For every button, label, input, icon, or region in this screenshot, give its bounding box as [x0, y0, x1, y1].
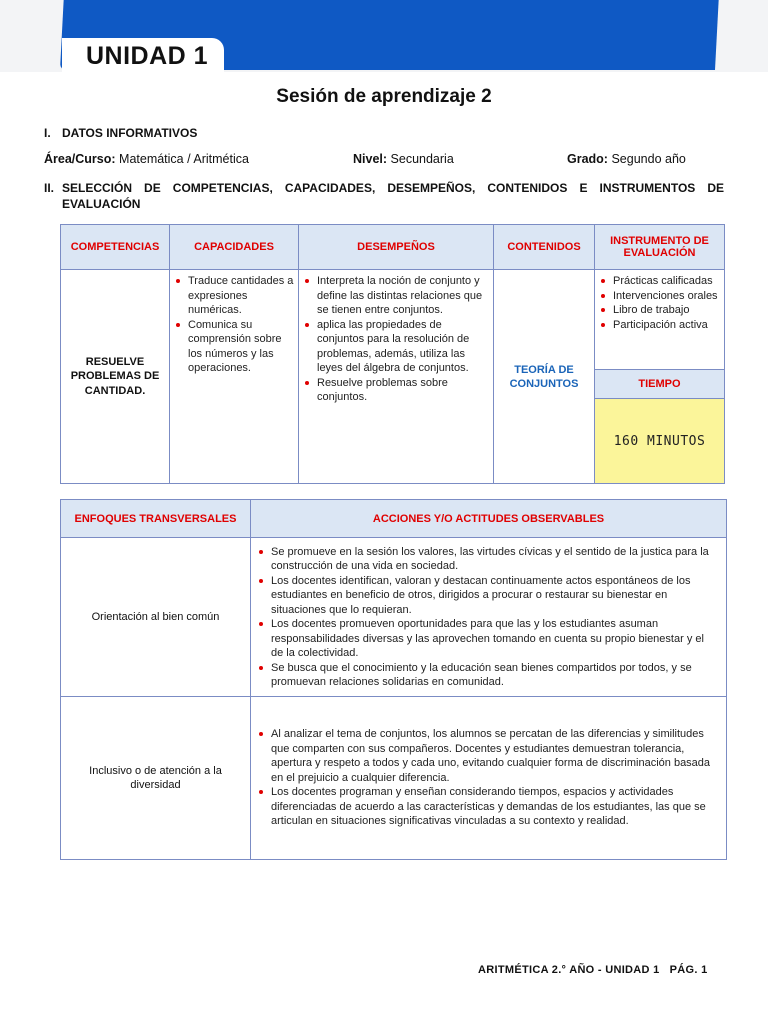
grado-value: Segundo año	[611, 152, 686, 166]
accion-item: Los docentes programan y enseñan considerando tiempos, espacios y actividades diferenciadas de acuerdo a las características y demandas de los estudiantes, las que se articulan en situaciones significativas vinculadas a su contexto y realidad.	[271, 785, 718, 829]
capacidades-list	[170, 270, 298, 376]
header-contenidos: CONTENIDOS	[494, 225, 595, 270]
header-competencias: COMPETENCIAS	[61, 225, 170, 270]
section-1-heading	[44, 126, 197, 140]
competencias-table	[60, 224, 725, 484]
enfoque-row-bien-comun	[61, 538, 727, 697]
section-2-title: SELECCIÓN DE COMPETENCIAS, CAPACIDADES, DESEMPEÑOS, CONTENIDOS E INSTRUMENTOS DE EVALUACIÓN	[62, 181, 724, 211]
tiempo-label: TIEMPO	[595, 370, 724, 399]
header-instrumento: INSTRUMENTO DE EVALUACIÓN	[595, 225, 725, 270]
instrumento-item: Prácticas calificadas	[613, 274, 720, 289]
competencias-header-row	[61, 225, 725, 270]
instrumento-cell	[595, 270, 725, 484]
capacidad-item: Traduce cantidades a expresiones numéricas.	[188, 275, 294, 316]
accion-item: Se busca que el conocimiento y la educación sean bienes compartidos por todos, y se promuevan relaciones solidarias en comunidad.	[271, 661, 718, 690]
acciones-bien-comun-cell	[251, 538, 727, 697]
desempeno-item: aplica las propiedades de conjuntos para la resolución de problemas, además, utiliza las leyes del álgebra de conjuntos.	[317, 318, 489, 376]
acciones-inclusivo-cell	[251, 697, 727, 860]
area-info	[44, 152, 249, 166]
accion-item: Al analizar el tema de conjuntos, los alumnos se percatan de las diferencias y similitudes que comparten con sus compañeros. Docentes y estudiantes demuestran tolerancia, apertura y respeto a todos y cada uno, evitando cualquier forma de discriminación basada en el prejuicio a cualquier diferencia.	[271, 727, 718, 785]
capacidades-cell	[170, 270, 299, 484]
instrumento-item: Intervenciones orales	[613, 289, 720, 304]
section-2-number: II.	[44, 181, 55, 195]
section-1-title: DATOS INFORMATIVOS	[62, 126, 198, 140]
grado-info	[567, 152, 686, 166]
header-acciones: ACCIONES Y/O ACTITUDES OBSERVABLES	[251, 500, 727, 538]
header-desempenos: DESEMPEÑOS	[299, 225, 494, 270]
acciones-inclusivo-list	[251, 727, 726, 829]
instrumentos-block	[595, 270, 724, 370]
desempeno-item: Resuelve problemas sobre conjuntos.	[317, 376, 489, 405]
area-label: Área/Curso:	[44, 152, 116, 166]
acciones-bien-comun-list	[251, 545, 726, 690]
desempenos-list	[299, 270, 493, 405]
enfoque-inclusivo: Inclusivo o de atención a la diversidad	[61, 697, 251, 860]
enfoque-row-inclusivo	[61, 697, 727, 860]
accion-item: Los docentes promueven oportunidades para que las y los estudiantes asuman responsabilidades diversas y las aprovechen tomando en cuenta su propio bienestar y el de la colectividad.	[271, 617, 718, 661]
instrumento-item: Libro de trabajo	[613, 303, 720, 318]
competencias-body-row	[61, 270, 725, 484]
desempenos-cell	[299, 270, 494, 484]
unit-title: UNIDAD 1	[86, 42, 209, 70]
session-title: Sesión de aprendizaje 2	[276, 86, 492, 107]
grado-label: Grado:	[567, 152, 608, 166]
page-footer: ARITMÉTICA 2.° AÑO - UNIDAD 1 PÁG. 1	[478, 964, 708, 976]
section-2-heading	[44, 180, 724, 212]
instrumentos-list	[595, 270, 724, 332]
accion-item: Los docentes identifican, valoran y destacan continuamente actos espontáneos de los estudiantes en beneficio de otros, dirigidos a procurar o restaurar su bienestar en situaciones que lo requieran.	[271, 574, 718, 618]
section-1-number: I.	[44, 126, 51, 140]
area-value: Matemática / Aritmética	[119, 152, 249, 166]
enfoque-bien-comun: Orientación al bien común	[61, 538, 251, 697]
accion-item: Se promueve en la sesión los valores, las virtudes cívicas y el sentido de la justica para la construcción de una vida en sociedad.	[271, 545, 718, 574]
nivel-label: Nivel:	[353, 152, 388, 166]
enfoques-header-row	[61, 500, 727, 538]
nivel-value: Secundaria	[390, 152, 454, 166]
competencia-cell: RESUELVE PROBLEMAS DE CANTIDAD.	[61, 270, 170, 484]
tiempo-value: 160 MINUTOS	[613, 433, 706, 449]
tiempo-box	[595, 399, 724, 483]
header-enfoques: ENFOQUES TRANSVERSALES	[61, 500, 251, 538]
enfoques-table	[60, 499, 727, 860]
header-capacidades: CAPACIDADES	[170, 225, 299, 270]
instrumento-item: Participación activa	[613, 318, 720, 333]
nivel-info	[353, 152, 454, 166]
contenido-cell: TEORÍA DE CONJUNTOS	[494, 270, 595, 484]
desempeno-item: Interpreta la noción de conjunto y define las distintas relaciones que se tienen entre conjuntos.	[317, 274, 489, 318]
capacidad-item: Comunica su comprensión sobre los números y las operaciones.	[188, 318, 294, 376]
